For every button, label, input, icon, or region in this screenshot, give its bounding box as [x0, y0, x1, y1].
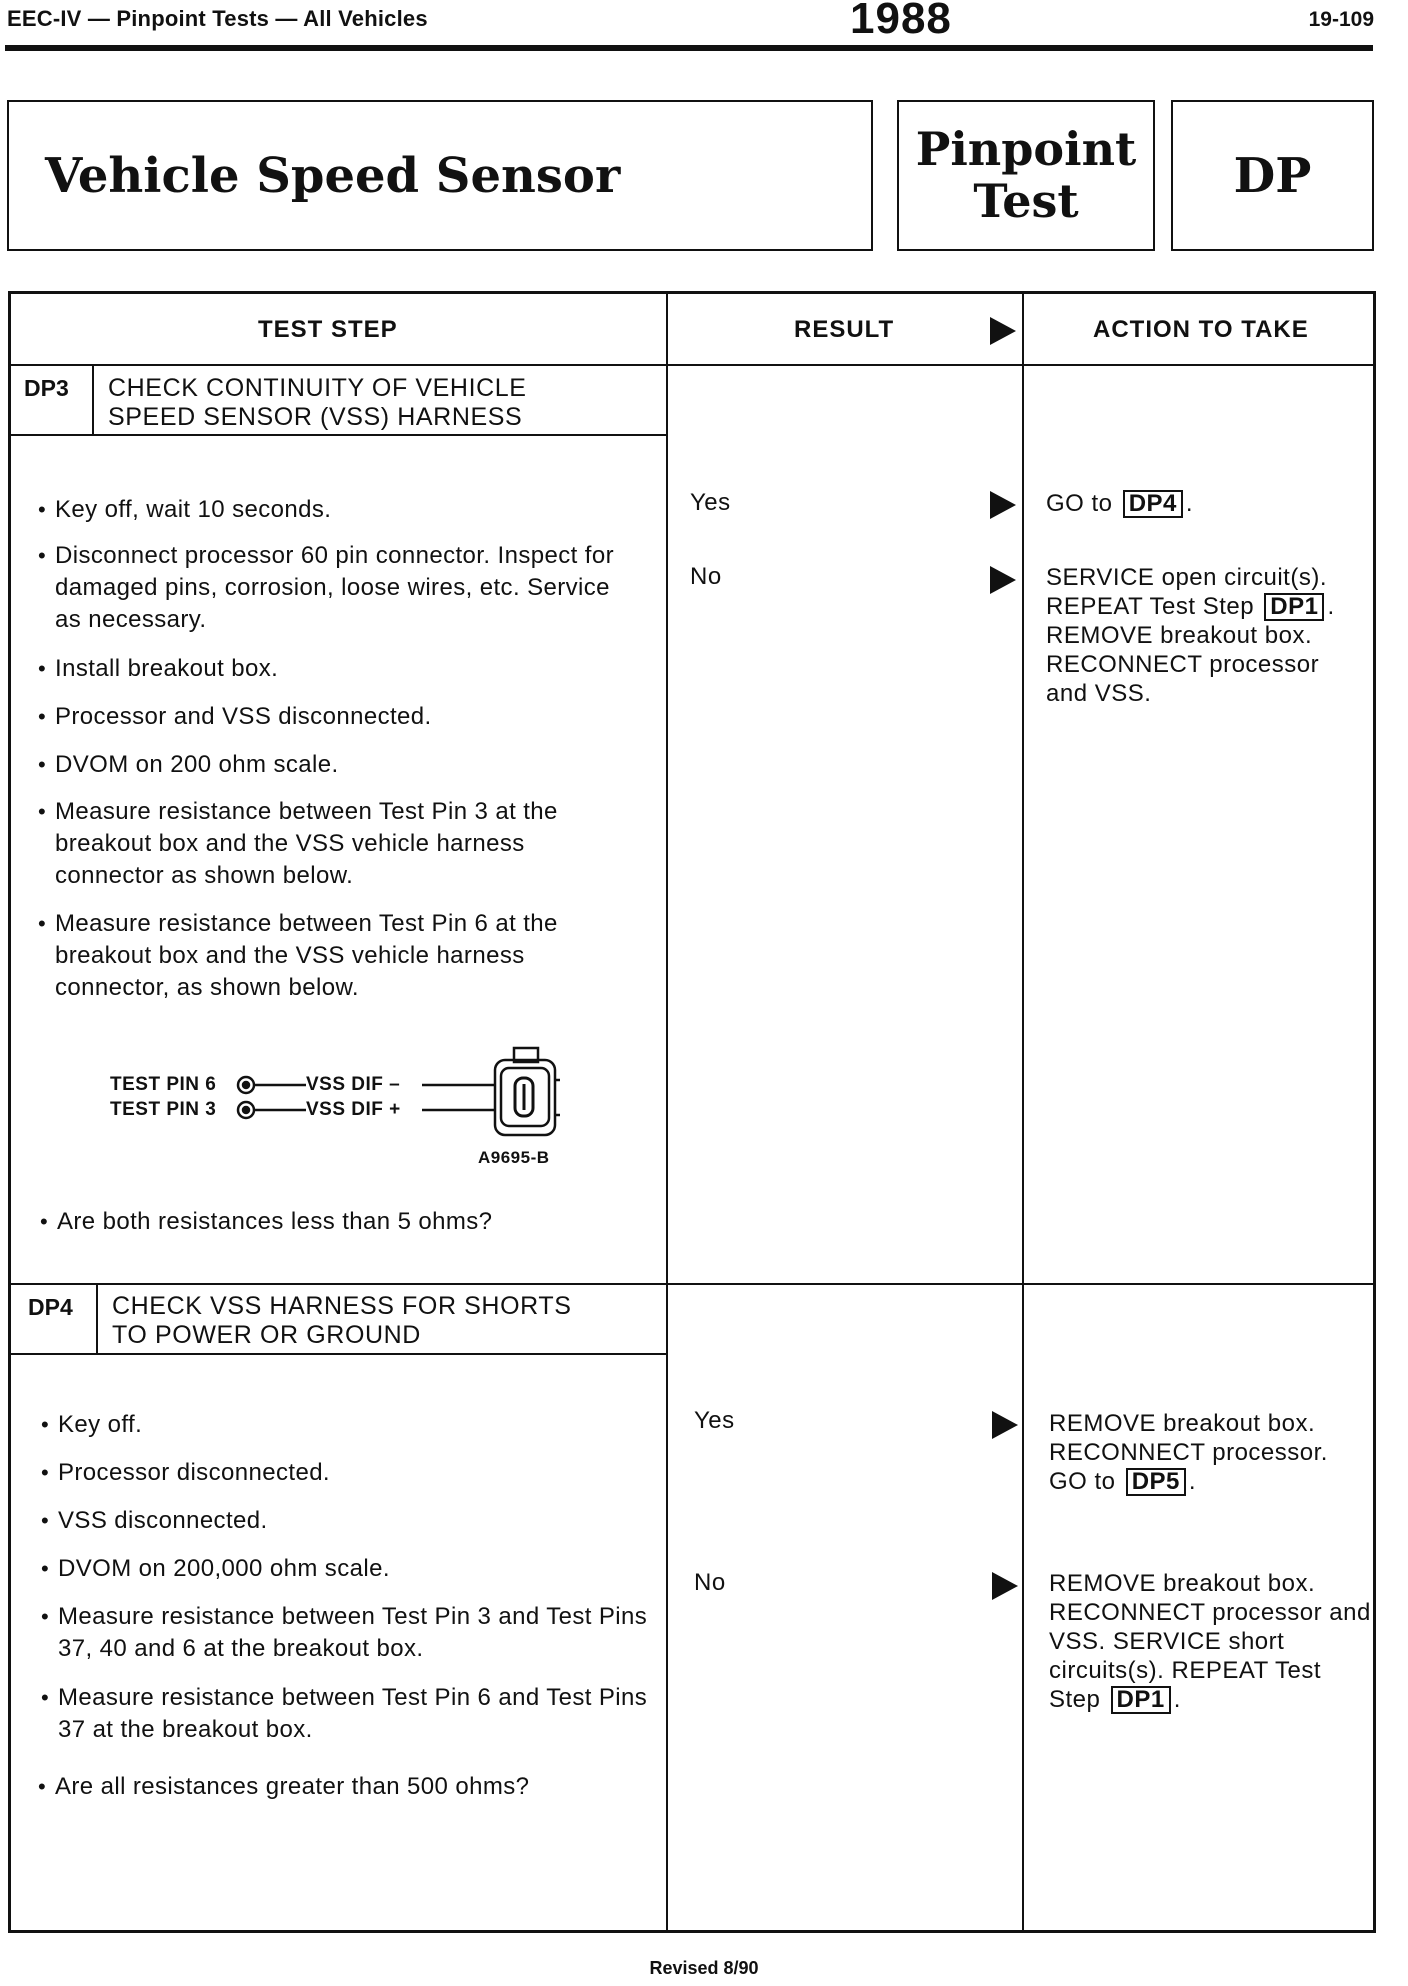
test-code-box — [1171, 100, 1374, 251]
test-step-bullet: • Key off. — [58, 1409, 648, 1441]
test-step-bullet: • Processor disconnected. — [58, 1457, 648, 1489]
step-title-line1: CHECK VSS HARNESS FOR SHORTS — [112, 1292, 572, 1320]
column-divider-result — [666, 291, 668, 1933]
test-step-bullet: • DVOM on 200,000 ohm scale. — [58, 1553, 648, 1585]
step-code: DP4 — [28, 1294, 73, 1320]
action-no — [1049, 1569, 1371, 1714]
test-step-bullet: • Measure resistance between Test Pin 6 and Test Pins 37 at the breakout box. — [58, 1682, 648, 1746]
step-code-divider — [96, 1285, 98, 1353]
test-step-question: • Are all resistances greater than 500 ohms? — [55, 1771, 655, 1803]
test-type-line1: Pinpoint — [915, 121, 1137, 176]
test-type-line2: Test — [973, 173, 1079, 228]
test-step-bullet: • Measure resistance between Test Pin 3 and Test Pins 37, 40 and 6 at the breakout box. — [58, 1601, 648, 1665]
column-header-action: ACTION TO TAKE — [1093, 316, 1309, 343]
column-header-test-step: TEST STEP — [258, 316, 398, 343]
page-number: 19-109 — [1308, 8, 1374, 31]
step-title-line2: TO POWER OR GROUND — [112, 1321, 421, 1349]
result-arrow-icon — [990, 566, 1016, 594]
action-text: REMOVE breakout box. RECONNECT processor and VSS. SERVICE short circuits(s). REPEAT Test Step — [1049, 1570, 1371, 1713]
test-step-bullet: • Processor and VSS disconnected. — [55, 701, 645, 733]
action-text: . — [1173, 1686, 1181, 1713]
test-step-bullet: • Key off, wait 10 seconds. — [55, 494, 645, 526]
test-step-bullet: • VSS disconnected. — [58, 1505, 648, 1537]
diagram-label-test-pin-6: TEST PIN 6 — [110, 1074, 217, 1095]
result-arrow-icon — [992, 1411, 1018, 1439]
diagram-label-vss-dif-plus: VSS DIF + — [306, 1099, 401, 1120]
section-header: EEC-IV — Pinpoint Tests — All Vehicles — [7, 6, 428, 31]
revision-note: Revised 8/90 — [649, 1958, 759, 1978]
result-no: No — [694, 1569, 726, 1596]
step-reference[interactable]: DP5 — [1126, 1468, 1186, 1496]
vss-connector-diagram — [100, 1040, 580, 1175]
step-title-underline — [8, 434, 666, 436]
test-type-box — [897, 100, 1155, 251]
action-text: . — [1188, 1468, 1197, 1495]
step-title-line1: CHECK CONTINUITY OF VEHICLE — [108, 374, 527, 402]
action-text: REMOVE breakout box. RECONNECT processor. GO to — [1049, 1410, 1328, 1495]
result-arrow-icon — [992, 1572, 1018, 1600]
figure-id: A9695-B — [478, 1148, 550, 1167]
diagram-label-vss-dif-minus: VSS DIF – — [306, 1074, 401, 1095]
test-code: DP — [1233, 147, 1312, 204]
action-no — [1046, 563, 1366, 708]
test-title-box — [7, 100, 873, 251]
test-step-bullet: • Disconnect processor 60 pin connector. Inspect for damaged pins, corrosion, loose wires, etc. Service as necessary. — [55, 540, 615, 636]
column-divider-action — [1022, 291, 1024, 1933]
test-step-bullet: • DVOM on 200 ohm scale. — [55, 749, 645, 781]
step-divider — [8, 1283, 1376, 1285]
test-step-bullet: • Install breakout box. — [55, 653, 645, 685]
step-reference[interactable]: DP1 — [1264, 593, 1324, 621]
action-yes — [1049, 1409, 1371, 1496]
result-yes: Yes — [690, 489, 731, 516]
model-year: 1988 — [850, 0, 952, 43]
diagram-label-test-pin-3: TEST PIN 3 — [110, 1099, 217, 1120]
action-text: . REMOVE breakout box. RECONNECT processor and VSS. — [1046, 593, 1335, 707]
action-text: GO to — [1046, 490, 1113, 517]
step-title-line2: SPEED SENSOR (VSS) HARNESS — [108, 403, 523, 431]
column-header-result: RESULT — [794, 316, 895, 343]
result-arrow-icon — [990, 317, 1016, 345]
test-step-question: • Are both resistances less than 5 ohms? — [57, 1206, 647, 1238]
step-reference[interactable]: DP1 — [1111, 1686, 1171, 1714]
step-title-underline — [8, 1353, 666, 1355]
step-code: DP3 — [24, 375, 69, 401]
test-step-bullet: • Measure resistance between Test Pin 3 at the breakout box and the VSS vehicle harness connector as shown below. — [55, 796, 615, 892]
test-step-bullet: • Measure resistance between Test Pin 6 at the breakout box and the VSS vehicle harness connector, as shown below. — [55, 908, 615, 1004]
test-title: Vehicle Speed Sensor — [45, 147, 621, 204]
action-text: SERVICE open circuit(s). REPEAT Test Step — [1046, 564, 1327, 620]
action-text: . — [1185, 490, 1194, 517]
result-arrow-icon — [990, 491, 1016, 519]
header-row-divider — [8, 364, 1376, 366]
connector-drawing — [100, 1040, 580, 1175]
action-yes — [1046, 489, 1366, 518]
result-yes: Yes — [694, 1407, 735, 1434]
step-reference[interactable]: DP4 — [1123, 490, 1183, 518]
step-code-divider — [92, 366, 94, 434]
header-rule — [5, 45, 1373, 51]
result-no: No — [690, 563, 722, 590]
